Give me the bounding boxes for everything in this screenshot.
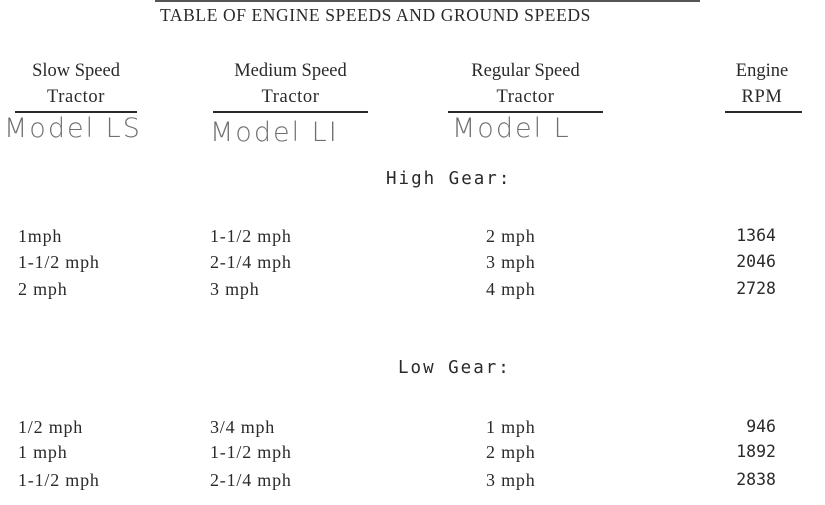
section-label-low-gear: Low Gear: xyxy=(398,358,511,378)
regular-speed-cell: 3 mph xyxy=(486,252,536,272)
engine-rpm-cell: 2838 xyxy=(736,470,776,489)
header-line2: Tractor xyxy=(261,87,320,107)
medium-speed-cell: 2-1/4 mph xyxy=(210,470,292,490)
regular-speed-cell: 2 mph xyxy=(486,226,536,246)
slow-speed-cell: 1mph xyxy=(18,226,63,246)
header-line1: Medium Speed xyxy=(234,61,347,81)
header-line2: RPM xyxy=(741,87,783,107)
header-line1: Regular Speed xyxy=(471,61,580,81)
slow-speed-cell: 2 mph xyxy=(18,279,68,299)
slow-speed-cell: 1 mph xyxy=(18,442,68,462)
engine-rpm-cell: 2046 xyxy=(736,252,776,271)
regular-speed-cell: 3 mph xyxy=(486,470,536,490)
header-line1: Slow Speed xyxy=(32,61,120,81)
slow-speed-cell: 1-1/2 mph xyxy=(18,252,100,272)
header-engine-rpm xyxy=(722,58,802,113)
engine-rpm-cell: 946 xyxy=(746,417,776,436)
header-underline xyxy=(213,111,368,113)
regular-speed-cell: 1 mph xyxy=(486,417,536,437)
handwritten-model-ls: Model LS xyxy=(4,113,142,144)
engine-rpm-cell: 2728 xyxy=(736,279,776,298)
header-medium-speed xyxy=(213,58,368,113)
slow-speed-cell: 1-1/2 mph xyxy=(18,470,100,490)
header-line2: Tractor xyxy=(47,87,105,107)
engine-rpm-cell: 1364 xyxy=(736,226,776,245)
regular-speed-cell: 2 mph xyxy=(486,442,536,462)
header-line1: Engine xyxy=(735,61,789,81)
medium-speed-cell: 2-1/4 mph xyxy=(210,252,292,272)
header-line2: Tractor xyxy=(496,87,555,107)
header-slow-speed xyxy=(15,58,137,113)
section-label-high-gear: High Gear: xyxy=(386,169,512,189)
top-rule xyxy=(155,0,700,2)
medium-speed-cell: 3 mph xyxy=(210,279,260,299)
regular-speed-cell: 4 mph xyxy=(486,279,536,299)
header-underline xyxy=(725,111,802,113)
handwritten-model-l: Model L xyxy=(452,113,571,144)
medium-speed-cell: 1-1/2 mph xyxy=(210,226,292,246)
handwritten-model-li: Model LI xyxy=(210,117,339,148)
header-regular-speed xyxy=(448,58,603,113)
medium-speed-cell: 3/4 mph xyxy=(210,417,276,437)
medium-speed-cell: 1-1/2 mph xyxy=(210,442,292,462)
table-title: TABLE OF ENGINE SPEEDS AND GROUND SPEEDS xyxy=(160,5,591,25)
slow-speed-cell: 1/2 mph xyxy=(18,417,84,437)
engine-rpm-cell: 1892 xyxy=(736,442,776,461)
